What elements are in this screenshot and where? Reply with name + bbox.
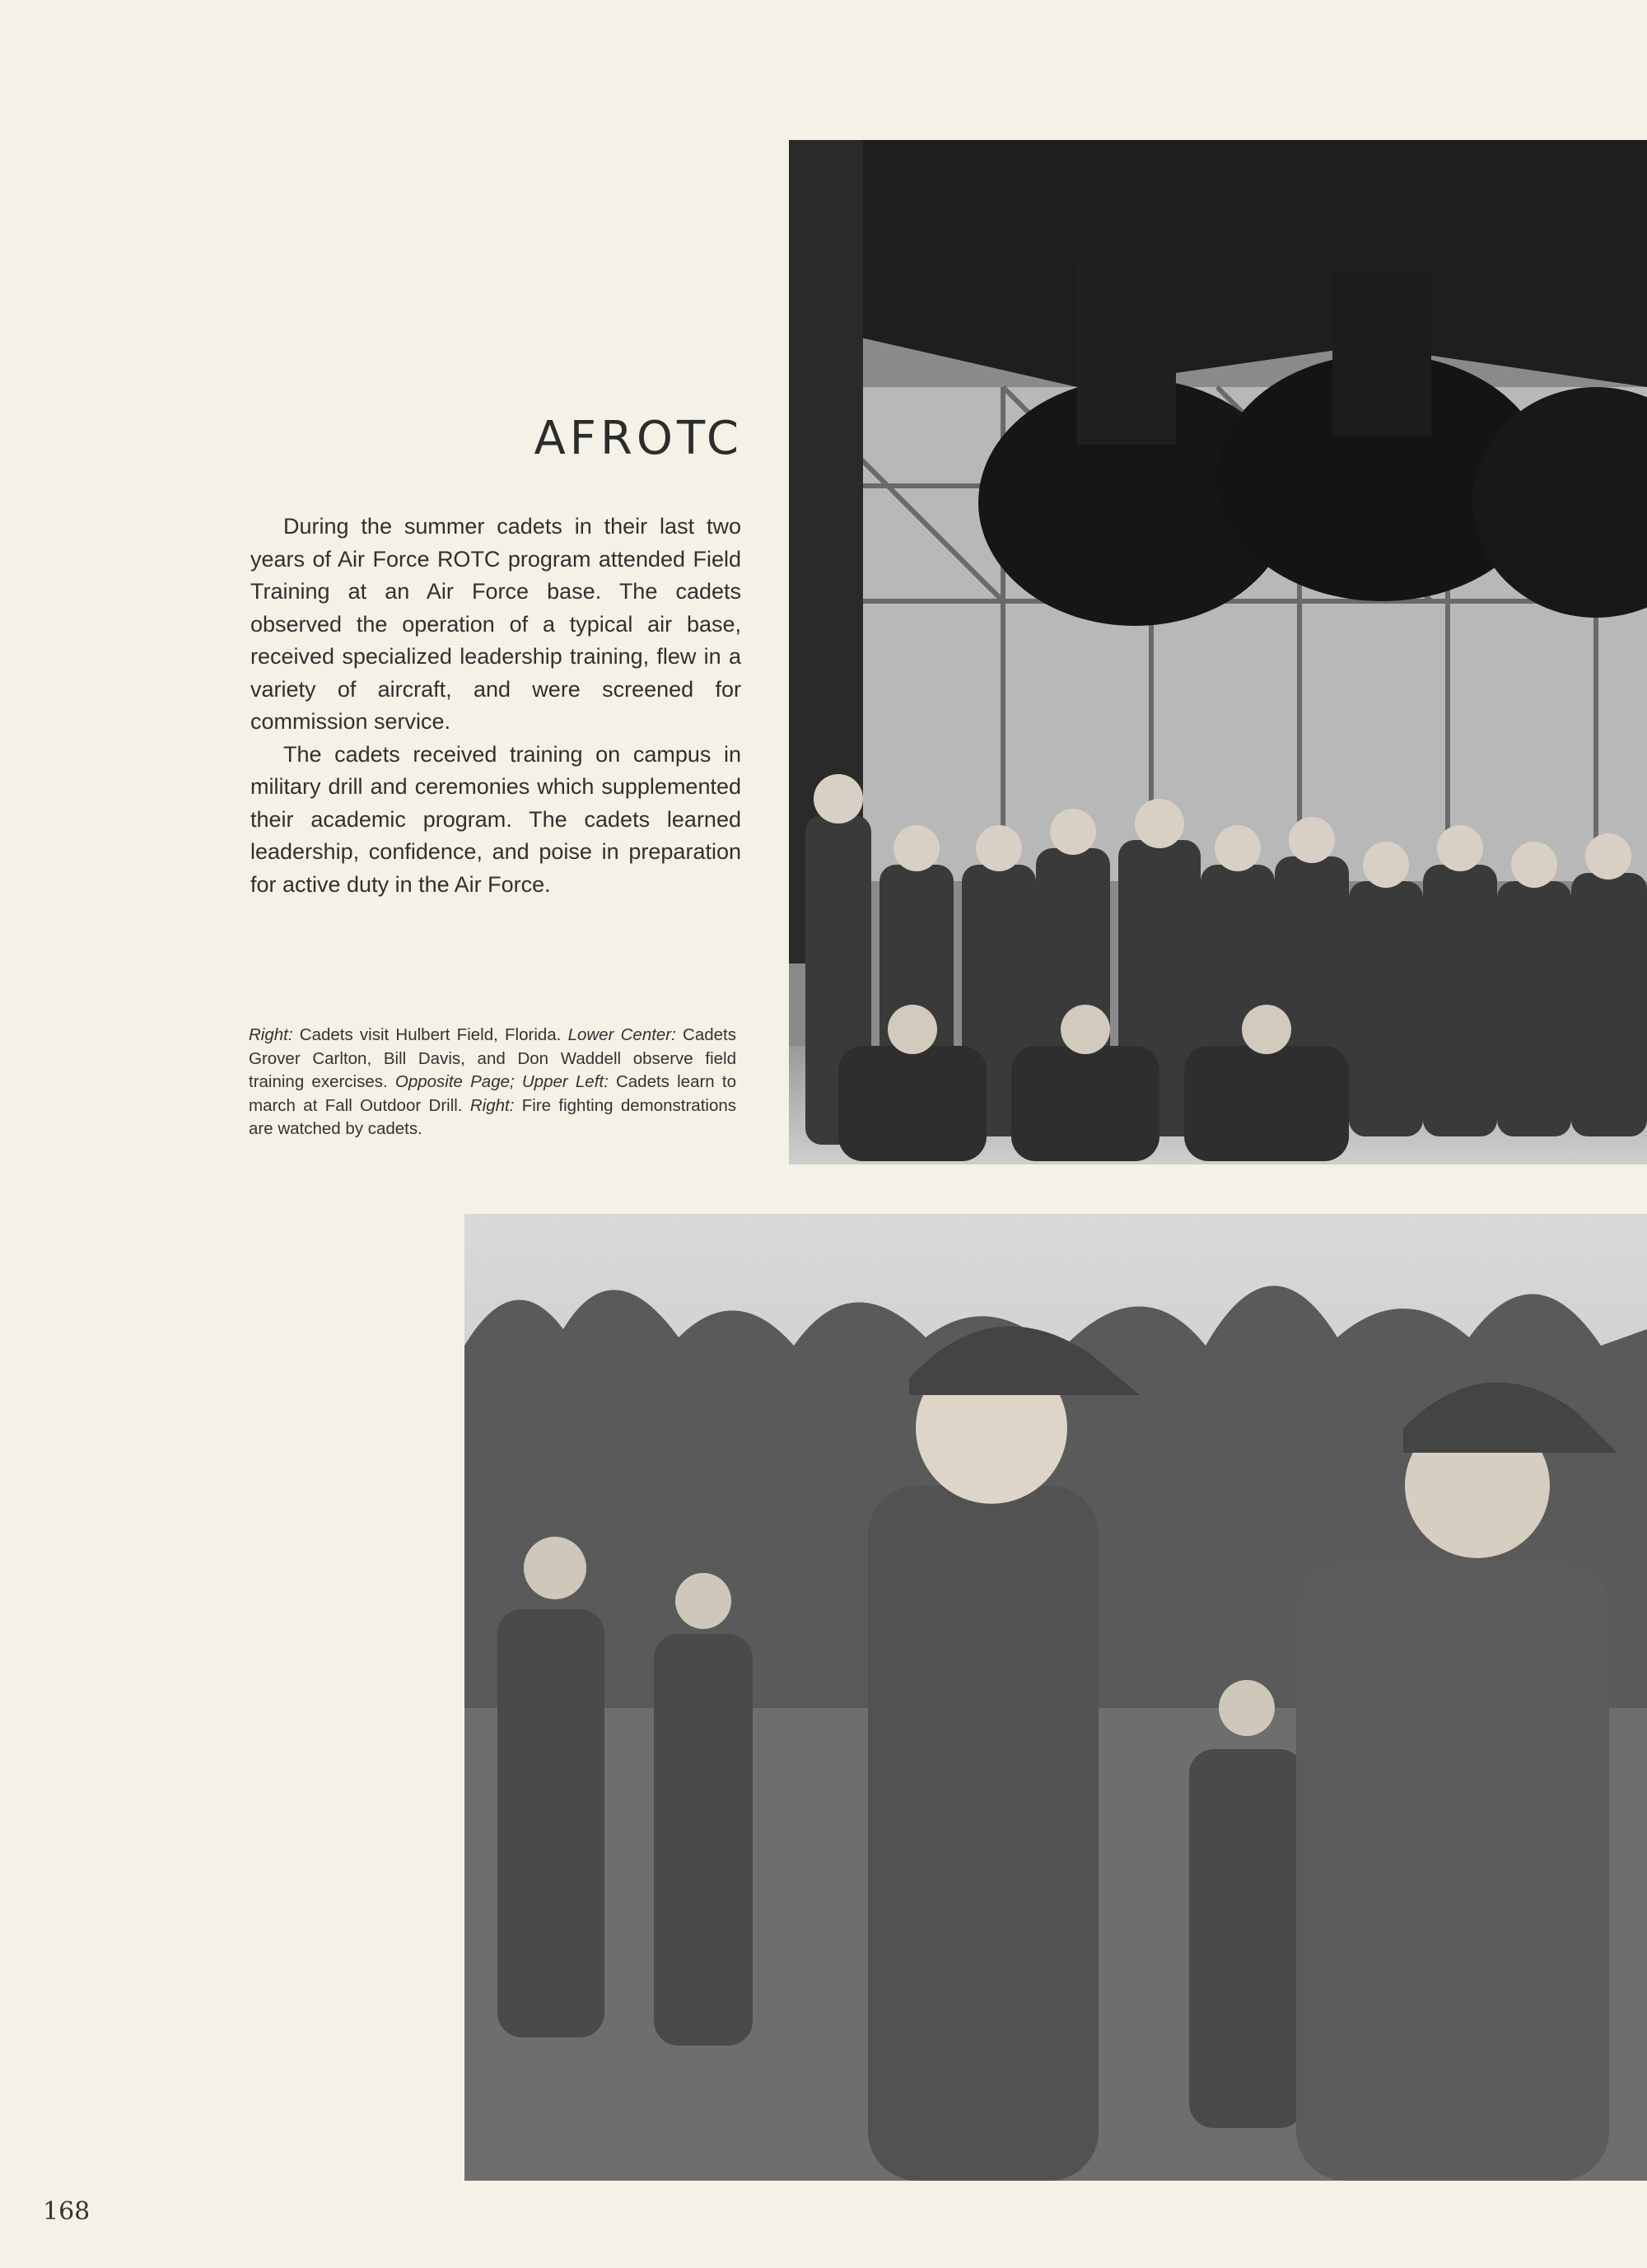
paragraph: During the summer cadets in their last two years of Air Force ROTC program attended Field Training at an Air Force base. The cadets observed the operation of a typical air base, received specialized leadership training, flew in a variety of aircraft, and were screened for commission service. [250, 514, 741, 734]
field-training-photo [464, 1214, 1647, 2181]
caption-text: Fire fighting demonstrations are watched by cadets. [249, 1095, 737, 1138]
photo-caption [249, 1024, 736, 1141]
caption-label: Opposite Page; Upper Left: [394, 1072, 609, 1091]
caption-label: Right: [469, 1095, 515, 1115]
caption-text: Cadets learn to march at Fall Outdoor Drill. [249, 1072, 736, 1115]
cadets-hangar-photo [789, 140, 1647, 1164]
field-training-image [464, 1214, 1647, 2181]
caption-text: Cadets Grover Carlton, Bill Davis, and Don Waddell observe field training exercises. [249, 1025, 736, 1091]
article-body [250, 511, 741, 901]
cadets-hangar-image [789, 140, 1647, 1164]
paragraph: The cadets received training on campus in military drill and ceremonies which supplemented their academic program. The cadets learned leadership, confidence, and poise in preparation for active duty in the Air Force. [250, 741, 741, 897]
caption-label: Right: [249, 1025, 293, 1044]
caption-label: Lower Center: [567, 1025, 676, 1044]
caption-text: Cadets visit Hulbert Field, Florida. [292, 1025, 568, 1044]
page-number: 168 [43, 2197, 91, 2226]
page-title: AFROTC [534, 412, 743, 465]
